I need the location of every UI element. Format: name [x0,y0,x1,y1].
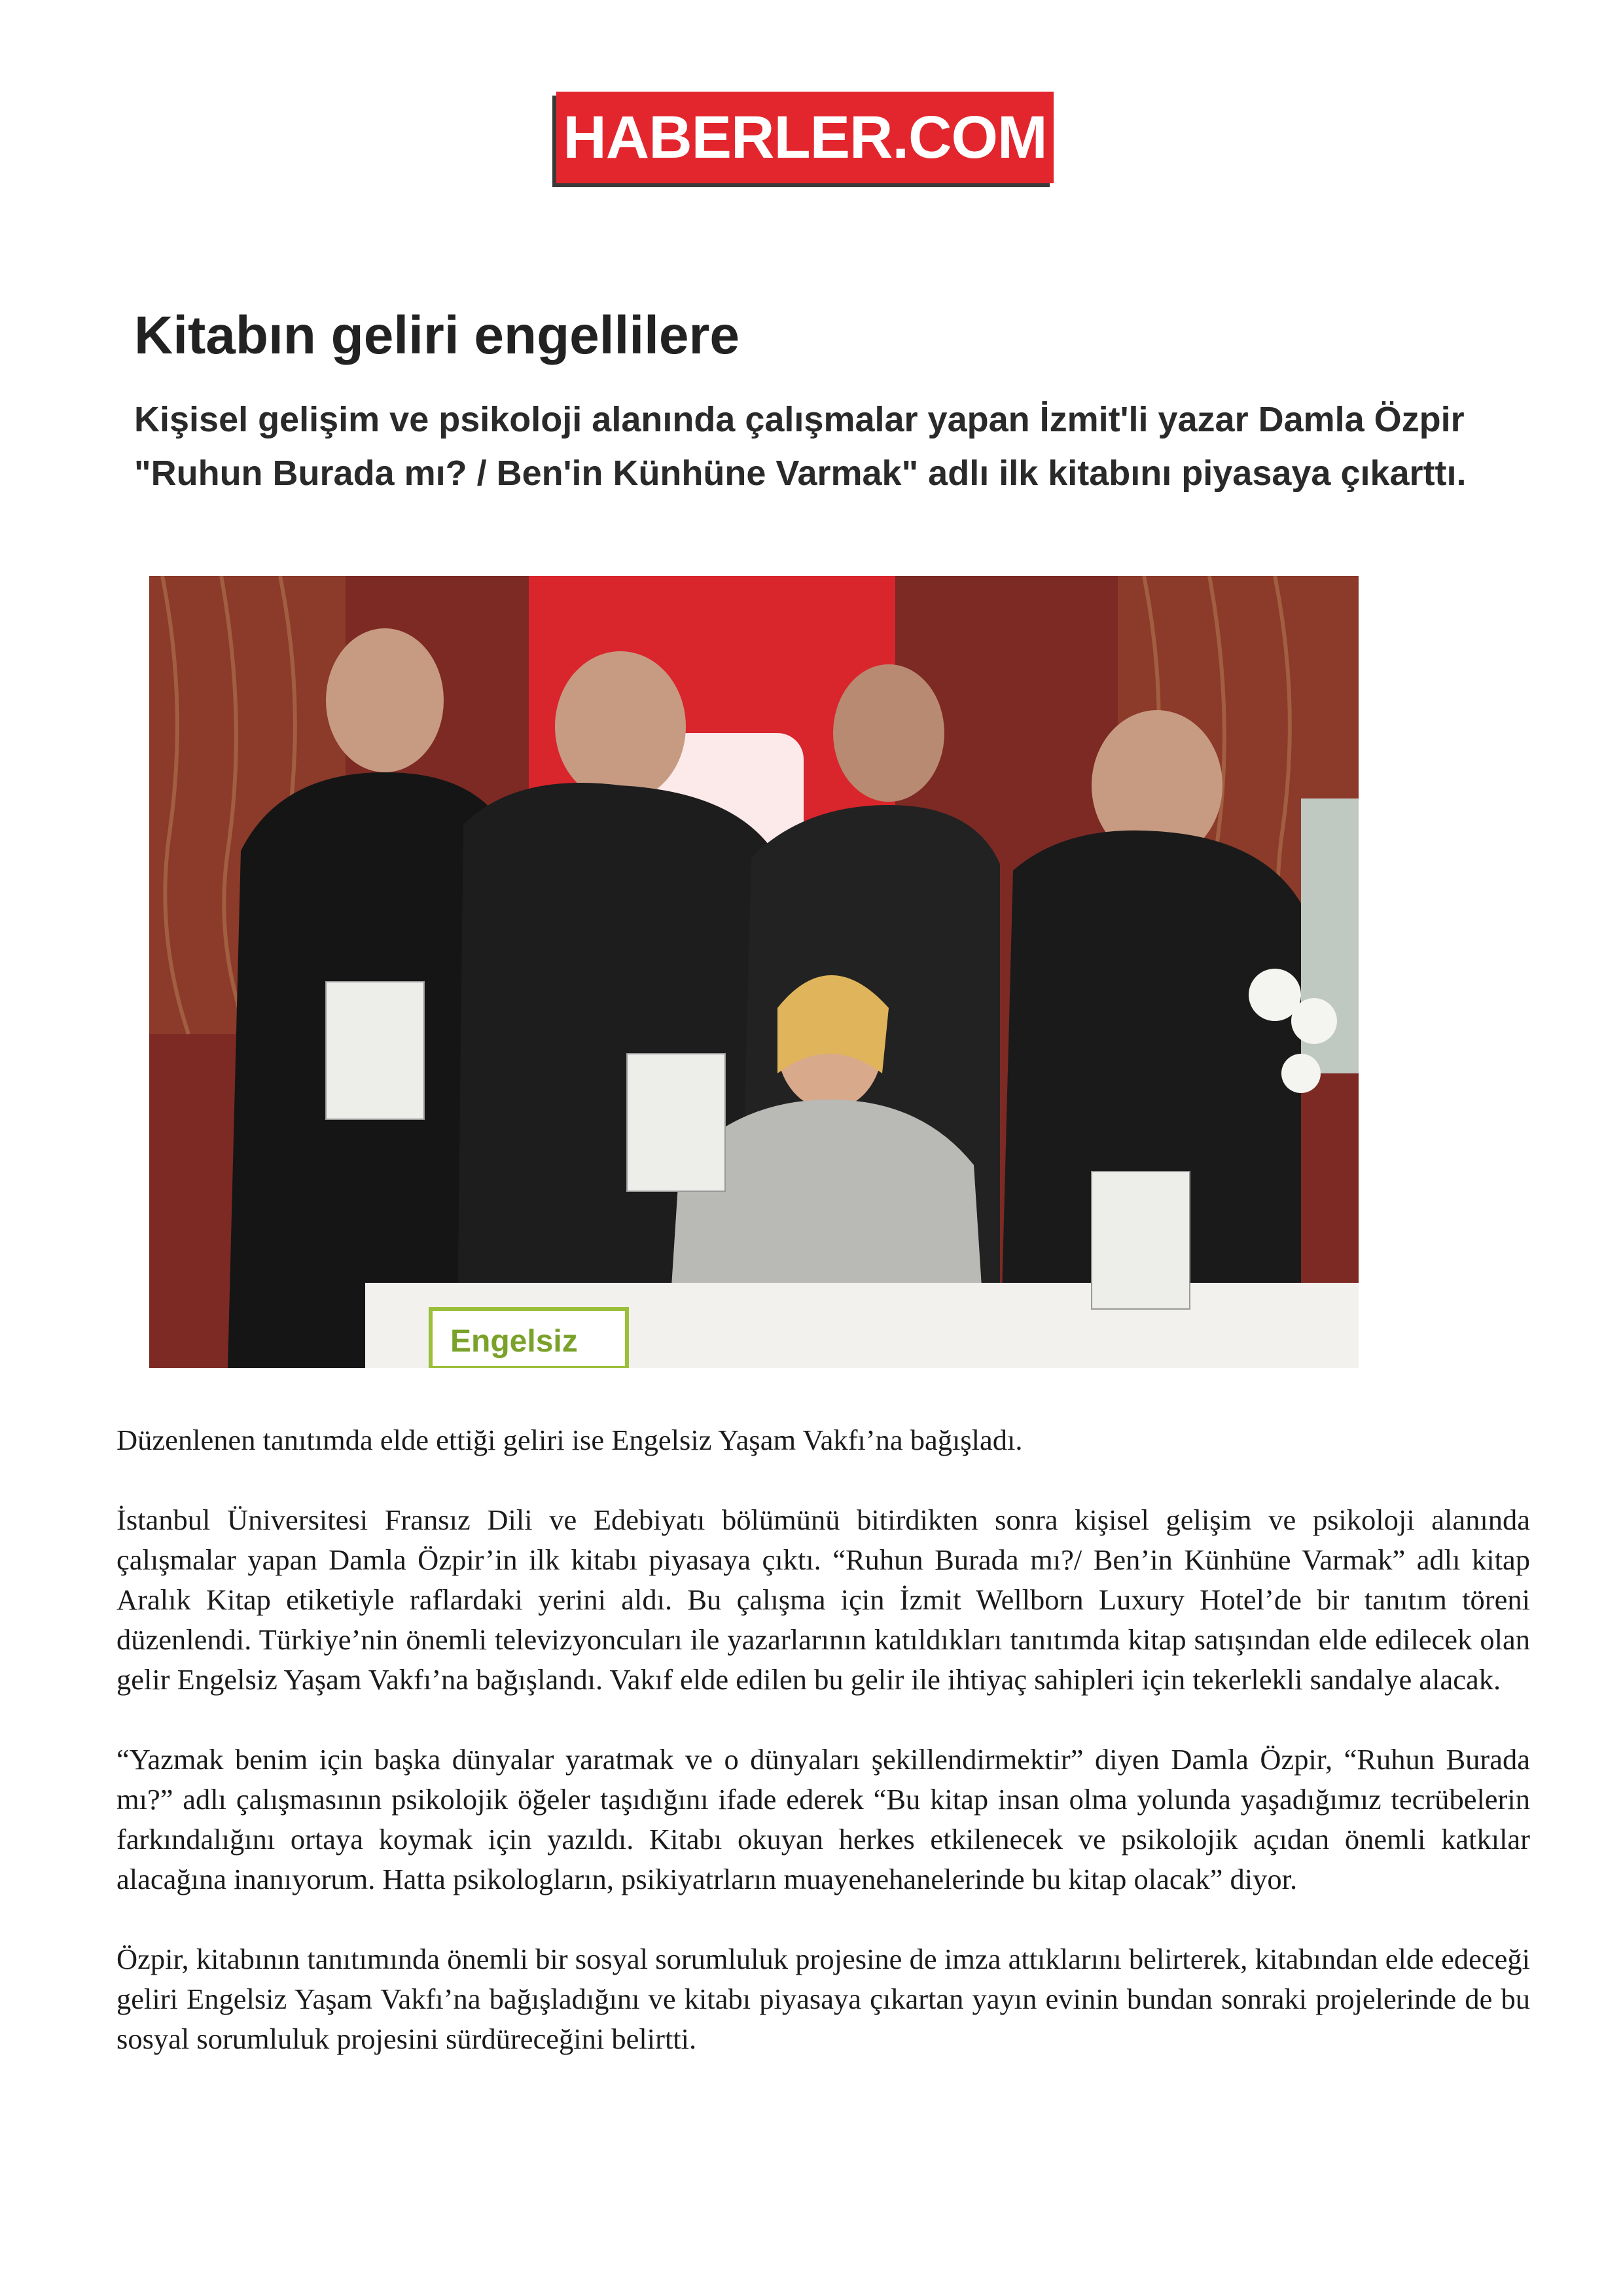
article-body [116,1420,1530,2099]
paragraph-1: Düzenlenen tanıtımda elde ettiği geliri ise Engelsiz Yaşam Vakfı’na bağışladı. [116,1424,1023,1456]
paragraph-4: Özpir, kitabının tanıtımında önemli bir sosyal sorumluluk projesine de imza attıklarını belirterek, kitabından elde edeceği geliri Engelsiz Yaşam Vakfı’na bağışladığını ve kitabı piyasaya çıkartan yayın evinin bundan sonraki projelerinde de bu sosyal sorumluluk projesini sürdüreceğini belirtti. [116,1943,1530,2055]
paragraph-2: İstanbul Üniversitesi Fransız Dili ve Edebiyatı bölümünü bitirdikten sonra kişisel gelişim ve psikoloji alanında çalışmalar yapan Damla Özpir’in ilk kitabı piyasaya çıktı. “Ruhun Burada mı?/ Ben’in Künhüne Varmak” adlı kitap Aralık Kitap etiketiyle raflardaki yerini aldı. Bu çalışma için İzmit Wellborn Luxury Hotel’de bir tanıtım töreni düzenlendi. Türkiye’nin önemli televizyoncuları ile yazarlarının katıldıkları tanıtımda kitap satışından elde edilecek olan gelir Engelsiz Yaşam Vakfı’na bağışlandı. Vakıf elde edilen bu gelir ile ihtiyaç sahipleri için tekerlekli sandalye alacak. [116,1503,1530,1696]
article-photo [149,576,1359,1368]
site-logo[interactable]: HABERLER.COM [556,92,1054,183]
photo-sign-label: Engelsiz [450,1324,578,1359]
paragraph-3: “Yazmak benim için başka dünyalar yaratmak ve o dünyaları şekillendirmektir” diyen Damla Özpir, “Ruhun Burada mı?” adlı çalışmasının psikolojik öğeler taşıdığını ifade ederek “Bu kitap insan olma yolunda yaşadığımız tecrübelerin farkındalığını ortaya koymak için yazıldı. Kitabı okuyan herkes etkilenecek ve psikolojik açıdan önemli katkılar alacağına inanıyorum. Hatta psikologların, psikiyatrların muayenehanelerinde bu kitap olacak” diyor. [116,1743,1530,1895]
article-headline: Kitabın geliri engellilere [134,306,740,365]
article-lead: Kişisel gelişim ve psikoloji alanında çalışmalar yapan İzmit'li yazar Damla Özpir "Ruhun Burada mı? / Ben'in Künhüne Varmak" adlı ilk kitabını piyasaya çıkarttı. [134,400,1467,493]
